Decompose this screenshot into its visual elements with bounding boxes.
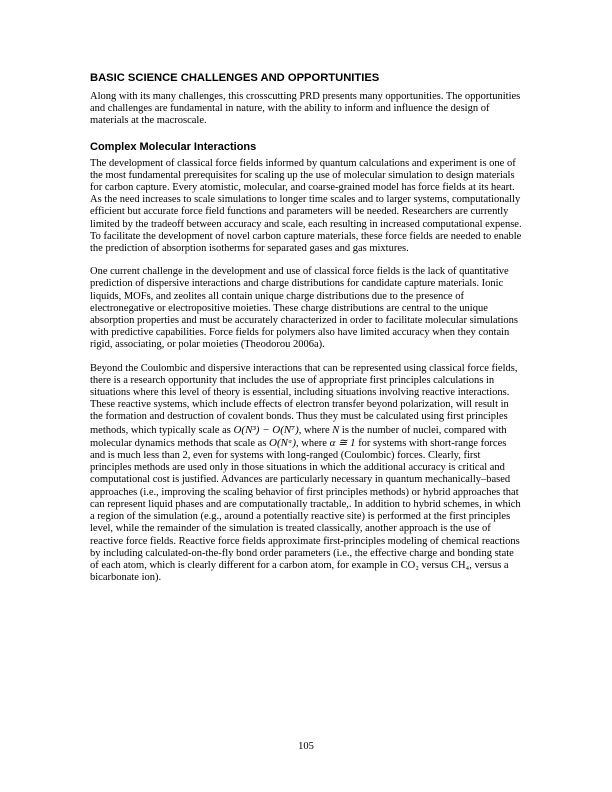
subsection-heading: Complex Molecular Interactions xyxy=(90,140,257,153)
paragraph-text: , where xyxy=(296,437,330,449)
page-content xyxy=(90,71,522,595)
paragraph-text: is the number of nuclei, compared with molecular dynamics methods that scale as xyxy=(90,424,507,449)
paragraph-text: , where xyxy=(298,424,333,436)
paragraph-text: for systems with short-range forces and is much less than 2, even for systems with long-ranged (Coulombic) forces. Clearly, first principles methods are used only in those situations in which the additional accuracy is critical and computational cost is justified. Advances are particularly necessary in quantum mechanically–based approaches (i.e., improving the scaling behavior of first principles methods) or hybrid approaches that can represent liquid phases and are computationally tractable,. In addition to hybrid schemes, in which a region of the simulation (e.g., around a potentially reactive site) is performed at the first principles level, while the remainder of the simulation is treated classically, another approach is the use of reactive force fields. Reactive force fields approximate first-principles modeling of chemical reactions by including calculated-on-the-fly bond order parameters (i.e., the effective charge and bonding state of each atom, which is clearly different for a carbon atom, for example in xyxy=(90,437,521,571)
chemical-formula-ch4: CH₄ xyxy=(450,559,470,571)
scaling-formula-molecular-dynamics: O(Nᵅ) xyxy=(269,436,297,449)
paragraph-force-fields: The development of classical force fields informed by quantum calculations and experiment is one of the most fundamental prerequisites for scaling up the use of molecular simulation to design materials for carbon capture. Every atomistic, molecular, and coarse-grained model has force fields at its heart. As the need increases to scale simulations to longer time scales and to larger systems, computationally efficient but accurate force field functions and parameters will be needed. Researchers are currently limited by the tradeoff between accuracy and scale, each resulting in increased computational expense. To facilitate the development of novel carbon capture materials, these force fields are needed to enable the prediction of absorption isotherms for separated gases and gas mixtures. xyxy=(90,157,522,255)
paragraph-first-principles xyxy=(90,363,522,585)
variable-n: N xyxy=(332,424,340,436)
paragraph-text: Beyond the Coulombic and dispersive interactions that can be represented using classical force fields, there is a research opportunity that includes the use of appropriate first principles calculations in situations where this level of theory is essential, including situations involving reactive interactions. These reactive systems, which include effects of electron transfer beyond polarization, will result in the formation and destruction of covalent bonds. Thus they must be calculated using first principles methods, which typically scale as xyxy=(90,362,518,436)
scaling-formula-first-principles: O(N³) − O(N⁷) xyxy=(233,423,299,436)
chemical-formula-co2: CO₂ xyxy=(400,559,419,571)
alpha-condition: α ≅ 1 xyxy=(329,436,356,449)
page-number: 105 xyxy=(298,741,314,752)
section-heading: BASIC SCIENCE CHALLENGES AND OPPORTUNITIES xyxy=(90,72,380,84)
paragraph-charge-distributions: One current challenge in the development and use of classical force fields is the lack of quantitative prediction of dispersive interactions and charge distributions for candidate capture materials. Ionic liquids, MOFs, and zeolites all contain unique charge distributions due to the presence of electronegative or electropositive moieties. These charge distributions are central to the unique absorption properties and must be accurately characterized in order to facilitate molecular simulations with predictive capabilities. Force fields for polymers also have limited accuracy when they contain rigid, associating, or polar moieties (Theodorou 2006a). xyxy=(90,266,518,351)
paragraph-text: , versus a bicarbonate ion). xyxy=(90,559,509,584)
intro-paragraph: Along with its many challenges, this crosscutting PRD presents many opportunities. The opportunities and challenges are fundamental in nature, with the ability to inform and influence the design of materials at the macroscale. xyxy=(90,91,521,127)
paragraph-text: versus xyxy=(418,559,451,571)
